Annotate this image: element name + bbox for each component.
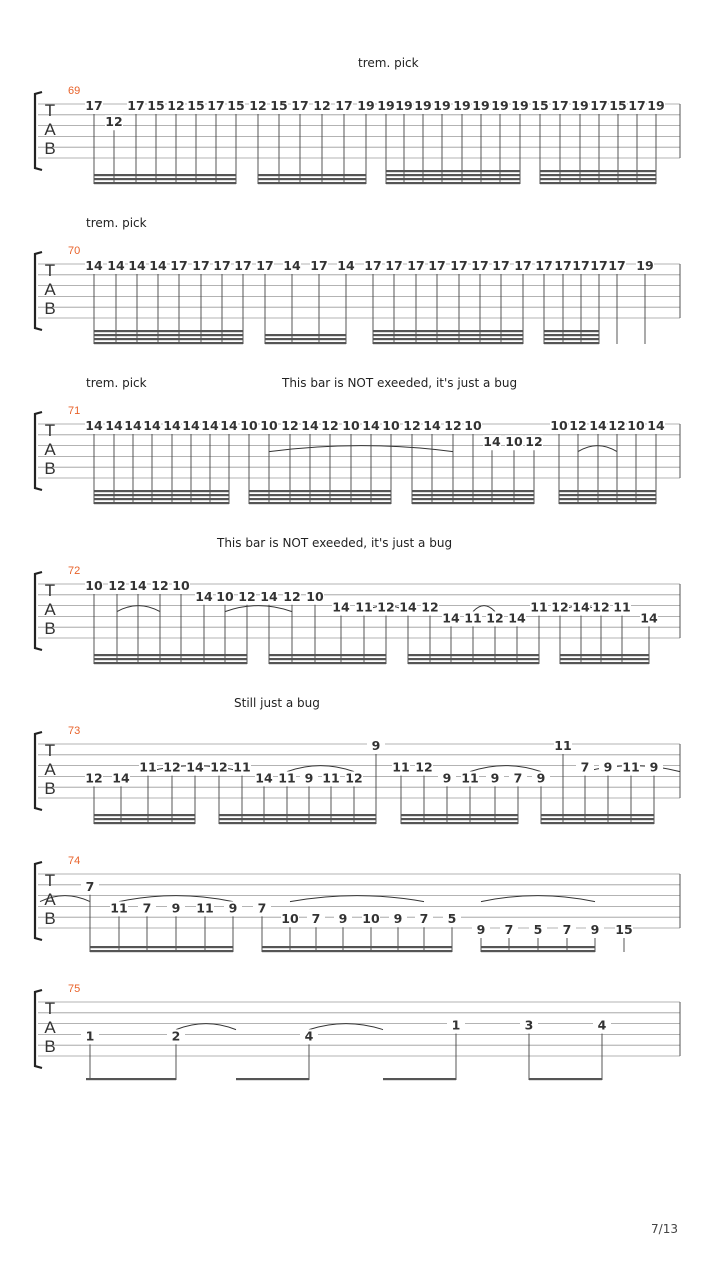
beam	[265, 342, 346, 344]
beam	[560, 654, 649, 656]
tab-clef-letter: A	[44, 1018, 56, 1037]
beam	[401, 814, 518, 816]
fret-number: 9	[649, 759, 659, 775]
slur-arc	[117, 606, 160, 612]
fret-number: 14	[640, 610, 658, 626]
beam	[540, 182, 656, 184]
beam	[249, 494, 391, 496]
fret-number: 7	[419, 911, 429, 927]
beam	[219, 822, 376, 824]
fret-number: 19	[647, 98, 665, 113]
beam	[559, 498, 656, 500]
beam	[401, 818, 518, 820]
fret-number: 11	[464, 610, 482, 626]
fret-number: 9	[371, 738, 381, 753]
annotation-bug-72: This bar is NOT exeeded, it's just a bug	[217, 536, 453, 550]
beam	[540, 174, 656, 176]
fret-number: 14	[399, 599, 417, 615]
fret-number: 14	[85, 258, 103, 273]
fret-number: 10	[382, 418, 400, 433]
beam	[94, 498, 229, 500]
beam	[412, 490, 534, 492]
measure-number: 69	[68, 85, 81, 97]
fret-number: 14	[337, 258, 355, 273]
fret-number: 19	[491, 98, 509, 113]
tab-clef-letter: T	[44, 421, 56, 440]
fret-number: 17	[213, 258, 231, 273]
fret-number: 7	[513, 770, 523, 786]
slur-arc	[287, 766, 354, 772]
fret-number: 12	[210, 759, 228, 775]
fret-number: 14	[112, 770, 130, 786]
beam	[249, 502, 391, 504]
fret-number: 14	[283, 258, 301, 273]
tab-clef-letter: T	[44, 581, 56, 600]
fret-number: 19	[357, 98, 375, 113]
fret-number: 9	[442, 770, 452, 786]
beam	[94, 822, 195, 824]
fret-number: 12	[525, 434, 543, 450]
fret-number: 17	[608, 258, 626, 273]
fret-number: 7	[85, 878, 95, 894]
fret-number: 19	[453, 98, 471, 113]
measure-number: 74	[68, 855, 81, 867]
fret-number: 11	[622, 759, 640, 775]
fret-number: 3	[524, 1017, 534, 1033]
fret-number: 9	[393, 911, 403, 927]
fret-number: 12	[592, 599, 610, 615]
fret-number: 17	[207, 98, 225, 113]
fret-number: 10	[550, 418, 568, 433]
beam	[373, 334, 523, 336]
beam	[269, 662, 386, 664]
fret-number: 10	[306, 588, 324, 604]
fret-number: 14	[362, 418, 380, 433]
fret-number: 10	[260, 418, 278, 433]
fret-number: 9	[338, 911, 348, 927]
fret-number: 17	[291, 98, 309, 113]
fret-number: 12	[163, 759, 181, 775]
fret-number: 1	[451, 1017, 461, 1033]
fret-number: 14	[483, 434, 501, 450]
fret-number: 10	[240, 418, 258, 433]
fret-number: 17	[364, 258, 382, 273]
beam	[401, 822, 518, 824]
tab-clef-letter: B	[44, 299, 56, 318]
fret-number: 7	[562, 922, 572, 937]
fret-number: 19	[636, 258, 654, 273]
fret-number: 12	[377, 599, 395, 615]
annotation-bug-71: This bar is NOT exeeded, it's just a bug	[282, 376, 518, 390]
beam	[94, 334, 243, 336]
fret-number: 14	[149, 258, 167, 273]
beam	[94, 182, 236, 184]
beam	[540, 178, 656, 180]
fret-number: 19	[377, 98, 395, 113]
fret-number: 17	[551, 98, 569, 113]
beam	[529, 1078, 602, 1080]
fret-number: 12	[403, 418, 421, 433]
beam	[408, 654, 539, 656]
fret-number: 11	[355, 599, 373, 615]
fret-number: 17	[256, 258, 274, 273]
fret-number: 14	[163, 418, 181, 433]
beam	[269, 654, 386, 656]
fret-number: 14	[129, 578, 147, 593]
fret-number: 17	[407, 258, 425, 273]
fret-number: 12	[85, 770, 103, 786]
beam	[249, 490, 391, 492]
fret-number: 11	[461, 770, 479, 786]
fret-number: 17	[385, 258, 403, 273]
fret-number: 14	[195, 588, 213, 604]
fret-number: 14	[107, 258, 125, 273]
tab-clef-letter: A	[44, 440, 56, 459]
fret-number: 17	[127, 98, 145, 113]
beam	[94, 814, 195, 816]
fret-number: 12	[551, 599, 569, 615]
beam	[249, 498, 391, 500]
measure-number: 75	[68, 983, 81, 995]
fret-number: 9	[536, 770, 546, 786]
fret-number: 9	[590, 922, 600, 937]
fret-number: 14	[647, 418, 665, 433]
fret-number: 14	[201, 418, 219, 433]
beam	[383, 1078, 456, 1080]
beam	[544, 330, 599, 332]
fret-number: 15	[270, 98, 288, 113]
measure-number: 72	[68, 565, 81, 577]
beam	[265, 338, 346, 340]
beam	[373, 330, 523, 332]
fret-number: 12	[321, 418, 339, 433]
fret-number: 14	[186, 759, 204, 775]
fret-number: 10	[362, 911, 380, 927]
fret-number: 11	[196, 900, 214, 916]
beam	[94, 494, 229, 496]
fret-number: 15	[147, 98, 165, 113]
beam	[481, 950, 595, 952]
tab-clef-letter: B	[44, 779, 56, 798]
beam	[386, 170, 520, 172]
fret-number: 17	[590, 258, 608, 273]
beam	[258, 178, 366, 180]
fret-number: 15	[187, 98, 205, 113]
beam	[219, 818, 376, 820]
beam	[94, 658, 247, 660]
slur-arc	[225, 606, 292, 612]
fret-number: 15	[531, 98, 549, 113]
fret-number: 11	[110, 900, 128, 916]
beam	[90, 950, 233, 952]
fret-number: 2	[171, 1028, 181, 1044]
fret-number: 9	[476, 922, 486, 937]
fret-number: 14	[143, 418, 161, 433]
fret-number: 12	[281, 418, 299, 433]
slur-arc	[470, 766, 541, 772]
fret-number: 12	[105, 114, 123, 130]
fret-number: 17	[514, 258, 532, 273]
tab-clef-letter: T	[44, 999, 56, 1018]
fret-number: 12	[283, 588, 301, 604]
fret-number: 12	[313, 98, 331, 113]
fret-number: 10	[216, 588, 234, 604]
beam	[386, 178, 520, 180]
beam	[544, 342, 599, 344]
fret-number: 9	[603, 759, 613, 775]
tab-clef-letter: A	[44, 760, 56, 779]
fret-number: 14	[423, 418, 441, 433]
fret-number: 17	[590, 98, 608, 113]
tab-clef-letter: T	[44, 101, 56, 120]
fret-number: 17	[428, 258, 446, 273]
fret-number: 19	[472, 98, 490, 113]
measure-number: 71	[68, 405, 81, 417]
slur-arc	[290, 896, 424, 902]
beam	[94, 818, 195, 820]
annotation-still-bug-73: Still just a bug	[234, 696, 320, 710]
fret-number: 17	[192, 258, 210, 273]
tab-clef-letter: A	[44, 890, 56, 909]
beam	[219, 814, 376, 816]
fret-number: 14	[255, 770, 273, 786]
fret-number: 14	[128, 258, 146, 273]
measure-number: 73	[68, 725, 81, 737]
fret-number: 12	[167, 98, 185, 113]
beam	[541, 818, 654, 820]
fret-number: 17	[572, 258, 590, 273]
beam	[544, 334, 599, 336]
fret-number: 19	[414, 98, 432, 113]
tab-clef-letter: A	[44, 600, 56, 619]
fret-number: 14	[442, 610, 460, 626]
fret-number: 17	[492, 258, 510, 273]
fret-number: 14	[124, 418, 142, 433]
beam	[412, 502, 534, 504]
slur-arc	[481, 896, 595, 902]
beam	[386, 174, 520, 176]
fret-number: 12	[415, 759, 433, 775]
fret-number: 19	[571, 98, 589, 113]
fret-number: 19	[395, 98, 413, 113]
tab-clef-letter: T	[44, 741, 56, 760]
fret-number: 10	[172, 578, 190, 593]
beam	[541, 814, 654, 816]
fret-number: 1	[85, 1028, 95, 1044]
slur-arc	[309, 1024, 383, 1030]
beam	[408, 658, 539, 660]
fret-number: 5	[533, 922, 543, 937]
fret-number: 14	[182, 418, 200, 433]
beam	[540, 170, 656, 172]
fret-number: 14	[572, 599, 590, 615]
beam	[94, 654, 247, 656]
fret-number: 10	[505, 434, 523, 450]
fret-number: 19	[433, 98, 451, 113]
fret-number: 19	[511, 98, 529, 113]
beam	[258, 174, 366, 176]
tab-clef-letter: A	[44, 280, 56, 299]
fret-number: 17	[310, 258, 328, 273]
fret-number: 15	[615, 922, 633, 937]
tab-clef-letter: T	[44, 261, 56, 280]
fret-number: 17	[450, 258, 468, 273]
fret-number: 12	[421, 599, 439, 615]
fret-number: 12	[569, 418, 587, 433]
beam	[94, 338, 243, 340]
beam	[560, 662, 649, 664]
slur-arc	[176, 1024, 236, 1030]
fret-number: 7	[142, 900, 152, 916]
beam	[94, 502, 229, 504]
beam	[412, 494, 534, 496]
fret-number: 17	[234, 258, 252, 273]
beam	[408, 662, 539, 664]
fret-number: 17	[170, 258, 188, 273]
fret-number: 12	[486, 610, 504, 626]
beam	[94, 490, 229, 492]
fret-number: 10	[342, 418, 360, 433]
beam	[412, 498, 534, 500]
page-number: 7/13	[651, 1222, 678, 1236]
beam	[90, 946, 233, 948]
fret-number: 5	[447, 911, 457, 927]
fret-number: 9	[171, 900, 181, 916]
fret-number: 17	[85, 98, 103, 113]
tab-clef-letter: B	[44, 139, 56, 158]
beam	[94, 662, 247, 664]
fret-number: 11	[613, 599, 631, 615]
fret-number: 10	[627, 418, 645, 433]
fret-number: 14	[85, 418, 103, 433]
slur-arc	[578, 446, 617, 452]
beam	[86, 1078, 176, 1080]
fret-number: 17	[535, 258, 553, 273]
fret-number: 10	[464, 418, 482, 433]
fret-number: 9	[490, 770, 500, 786]
tab-clef-letter: B	[44, 459, 56, 478]
fret-number: 12	[108, 578, 126, 593]
beam	[94, 342, 243, 344]
beam	[559, 494, 656, 496]
measure-number: 70	[68, 245, 81, 257]
fret-number: 11	[392, 759, 410, 775]
fret-number: 7	[311, 911, 321, 927]
beam	[94, 178, 236, 180]
beam	[262, 950, 452, 952]
annotation-trem-pick-70: trem. pick	[86, 216, 147, 230]
fret-number: 9	[304, 770, 314, 786]
beam	[373, 338, 523, 340]
fret-number: 14	[260, 588, 278, 604]
beam	[265, 334, 346, 336]
fret-number: 11	[530, 599, 548, 615]
fret-number: 17	[628, 98, 646, 113]
fret-number: 11	[554, 738, 572, 753]
beam	[269, 658, 386, 660]
fret-number: 12	[608, 418, 626, 433]
fret-number: 4	[304, 1028, 314, 1044]
fret-number: 7	[257, 900, 267, 916]
fret-number: 14	[332, 599, 350, 615]
tab-clef-letter: T	[44, 871, 56, 890]
fret-number: 15	[609, 98, 627, 113]
annotation-trem-pick-69: trem. pick	[358, 56, 419, 70]
fret-number: 11	[278, 770, 296, 786]
annotation-trem-pick-71: trem. pick	[86, 376, 147, 390]
fret-number: 14	[220, 418, 238, 433]
fret-number: 12	[249, 98, 267, 113]
fret-number: 7	[504, 922, 514, 937]
beam	[544, 338, 599, 340]
fret-number: 11	[139, 759, 157, 775]
beam	[236, 1078, 309, 1080]
fret-number: 12	[444, 418, 462, 433]
fret-number: 7	[580, 759, 590, 775]
fret-number: 12	[345, 770, 363, 786]
fret-number: 17	[471, 258, 489, 273]
fret-number: 11	[322, 770, 340, 786]
fret-number: 12	[151, 578, 169, 593]
fret-number: 11	[233, 759, 251, 775]
beam	[262, 946, 452, 948]
fret-number: 15	[227, 98, 245, 113]
fret-number: 10	[85, 578, 103, 593]
fret-number: 17	[554, 258, 572, 273]
tab-clef-letter: B	[44, 1037, 56, 1056]
fret-number: 14	[589, 418, 607, 433]
fret-number: 10	[281, 911, 299, 927]
tab-clef-letter: A	[44, 120, 56, 139]
beam	[541, 822, 654, 824]
beam	[559, 502, 656, 504]
beam	[560, 658, 649, 660]
fret-number: 4	[597, 1017, 607, 1033]
fret-number: 14	[105, 418, 123, 433]
beam	[373, 342, 523, 344]
beam	[559, 490, 656, 492]
fret-number: 14	[508, 610, 526, 626]
slur-arc	[269, 446, 453, 452]
fret-number: 17	[335, 98, 353, 113]
beam	[94, 174, 236, 176]
beam	[94, 330, 243, 332]
beam	[386, 182, 520, 184]
beam	[258, 182, 366, 184]
tab-clef-letter: B	[44, 619, 56, 638]
fret-number: 12	[238, 588, 256, 604]
beam	[481, 946, 595, 948]
fret-number: 9	[228, 900, 238, 916]
tab-clef-letter: B	[44, 909, 56, 928]
fret-number: 14	[301, 418, 319, 433]
